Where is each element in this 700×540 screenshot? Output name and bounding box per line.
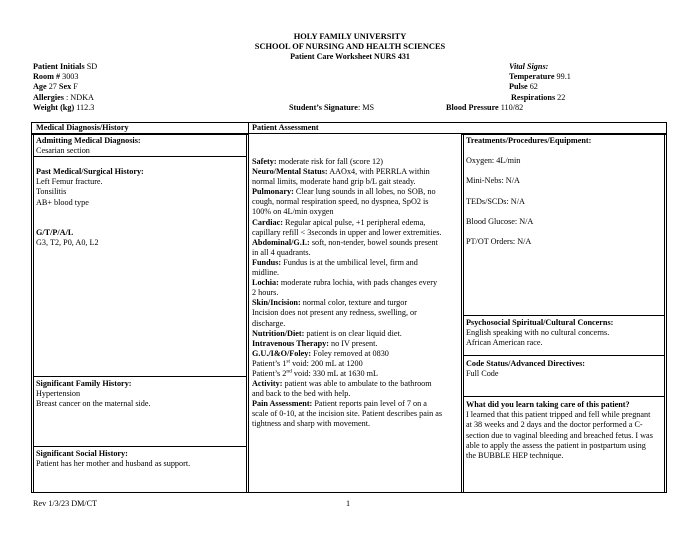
psychosocial-concerns: Psychosocial Spiritual/Cultural Concerns: English speaking with no cultural concerns. African American race. — [466, 318, 614, 348]
right-inner-right — [664, 134, 665, 492]
list-item: AB+ blood type — [36, 197, 89, 207]
left-box-divider-3 — [33, 446, 246, 447]
code-status: Code Status/Advanced Directives: Full Code — [466, 359, 586, 379]
right-inner-top — [462, 134, 666, 135]
list-item: Breast cancer on the maternal side. — [36, 399, 151, 409]
learning-reflection: What did you learn taking care of this patient? I learned that this patient tripped and fell while pregnant at 38 weeks and 2 days and the doctor performed a C- section due to vaginal bleeding and breached fetus. I was able to apply the assess the patient in postpartum using the BUBBLE HEP technique. — [466, 400, 653, 461]
university-name: HOLY FAMILY UNIVERSITY — [293, 32, 407, 41]
respirations: 22 — [557, 92, 566, 102]
temperature: 99.1 — [556, 72, 571, 82]
sex: F — [73, 82, 78, 92]
worksheet-title: Patient Care Worksheet NURS 431 — [290, 52, 410, 61]
patient-initials: SD — [86, 62, 98, 71]
family-history: Significant Family History: Hypertension Breast cancer on the maternal side. — [36, 379, 244, 410]
social-history: Significant Social History: Patient has her mother and husband as support. — [36, 449, 191, 469]
past-medical-history: Past Medical/Surgical History: Left Femur fracture. Tonsilitis AB+ blood type — [36, 167, 244, 208]
left-inner-right — [246, 134, 247, 492]
revision-note: Rev 1/3/23 DM/CT — [33, 499, 98, 508]
student-signature: Student’s Signature: MS — [289, 103, 375, 112]
admitting-diagnosis: Admitting Medical Diagnosis: Cesarian section — [36, 136, 141, 156]
table-right-border — [666, 122, 667, 493]
gtpal: G/T/P/A/L G3, T2, P0, A0, L2 — [36, 228, 99, 248]
room-number: 3003 — [62, 72, 79, 82]
patient-info: Patient Initials SD Room # 3003 Age 27 Sex F Allergies : NDKA Weight (kg) 112.3 — [33, 62, 98, 112]
right-box-divider-3 — [463, 396, 664, 397]
patient-assessment: Safety: moderate risk for fall (score 12) Neuro/Mental Status: AAOx4, with PERRLA within normal limits, moderate hand grip b/L gait steady. Pulmonary: Clear lung sounds in all lobes, no SOB, no cough, normal respiration speed, no dyspnea, SpO2 is 100% on 4L/min oxygen Cardiac: Regular apical pulse, +1 peripheral edema, capillary refill < 3seconds in upper and lower extremities. Abdominal/G.I.: soft, non-tender, bowel sounds present in all 4 quadrants. Fundus: Fundus is at the umbilical level, firm and midline. Lochia: moderate rubra lochia, with pads changes every 2 hours. Skin/Incision: normal color, texture and turgor Incision does not present any redness, swelling, or discharge. Nutrition/Diet: patient is on clear liquid diet. Intravenous Therapy: no IV present. G.U./I&O/Foley: Foley removed at 0830 Patient’s 1st void: 200 mL at 1200 Patient’s 2nd void: 330 mL at 1630 mL Activity: patient was able to ambulate to the bathroom and back to the bed with help. Pain Assessment: Patient reports pain level of 7 on a scale of 0-10, at the incision site. Patient describes pain as tightness and sharp with movement. — [252, 157, 443, 429]
allergies: NDKA — [70, 92, 94, 102]
list-item: Left Femur fracture. — [36, 177, 103, 187]
right-inner-left — [463, 134, 464, 492]
left-inner-left — [33, 134, 34, 492]
blood-pressure: Blood Pressure 110/82 — [446, 103, 524, 112]
column-divider-2 — [461, 133, 462, 493]
vital-signs: Vital Signs: Temperature 99.1 Pulse 62 Respirations 22 — [509, 62, 571, 102]
column-divider-1 — [248, 122, 249, 493]
age: 27 — [48, 82, 57, 92]
left-inner-top — [32, 134, 248, 135]
school-name: SCHOOL OF NURSING AND HEALTH SCIENCES — [254, 42, 446, 51]
list-item: Hypertension — [36, 389, 81, 399]
table-left-border — [31, 122, 32, 493]
right-box-divider-2 — [463, 355, 664, 356]
pulse: 62 — [529, 82, 538, 92]
diagnosis-column-header: Medical Diagnosis/History — [36, 123, 129, 132]
weight: 112.3 — [76, 102, 95, 112]
assessment-column-header: Patient Assessment — [252, 123, 319, 132]
right-box-divider-1 — [463, 315, 664, 316]
table-bottom-border — [31, 492, 667, 493]
left-box-divider-2 — [33, 376, 246, 377]
page-number: 1 — [346, 499, 351, 508]
list-item: Tonsilitis — [36, 187, 67, 197]
treatments: Treatments/Procedures/Equipment: Oxygen: 4L/min Mini-Nebs: N/A TEDs/SCDs: N/A Blood Glucose: N/A PT/OT Orders: N/A — [466, 136, 592, 247]
